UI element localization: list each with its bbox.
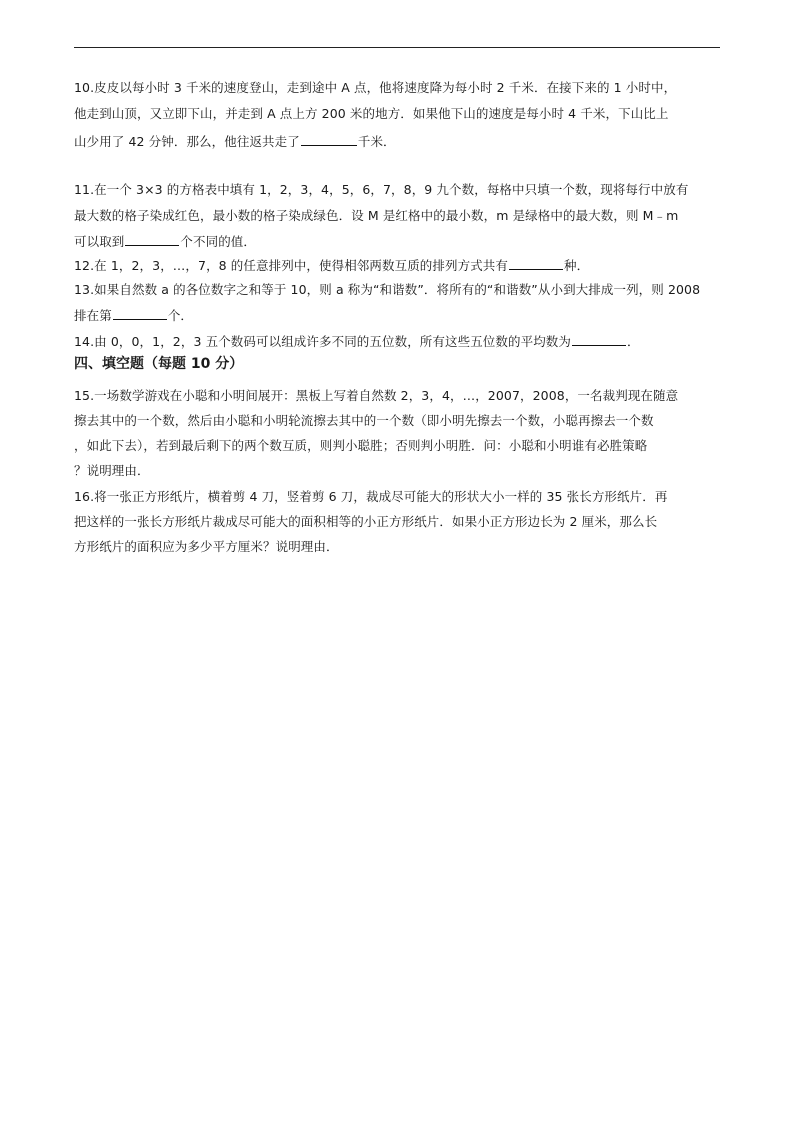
question-14-line [74,332,640,350]
question-13-text: 排在第 [74,308,112,323]
answer-blank-12[interactable] [509,256,563,270]
question-10-line-1: 10.皮皮以每小时 3 千米的速度登山，走到途中 A 点，他将速度降为每小时 2 千米．在接下来的 1 小时中， [74,80,677,95]
problem-16-line-2: 把这样的一张长方形纸片裁成尽可能大的面积相等的小正方形纸片．如果小正方形边长为 2 厘米，那么长 [74,514,658,529]
answer-blank-11[interactable] [125,232,179,246]
problem-16-line-1: 16.将一张正方形纸片，横着剪 4 刀，竖着剪 6 刀，裁成尽可能大的形状大小一样的 35 张长方形纸片．再 [74,489,668,504]
problem-15-line-2: 擦去其中的一个数，然后由小聪和小明轮流擦去其中的一个数（即小明先擦去一个数，小聪再擦去一个数 [74,413,654,428]
question-13-tail: 个． [167,308,194,323]
question-10-line-3 [74,132,396,150]
question-11-tail: 个不同的值． [180,234,257,249]
answer-blank-10[interactable] [301,132,357,146]
question-13-line-1: 13.如果自然数 a 的各位数字之和等于 10，则 a 称为“和谐数”．将所有的“和谐数”从小到大排成一列，则 2008 [74,282,701,297]
answer-blank-14[interactable] [572,332,626,346]
question-12-text: 12.在 1，2，3，…，7，8 的任意排列中，使得相邻两数互质的排列方式共有 [74,258,508,273]
question-12-line [74,256,589,274]
problem-16-line-3: 方形纸片的面积应为多少平方厘米？说明理由． [74,539,339,554]
question-12-tail: 种． [564,258,590,273]
question-10-text: 山少用了 42 分钟．那么，他往返共走了 [74,134,300,149]
problem-15-line-3: ，如此下去），若到最后剩下的两个数互质，则判小聪胜；否则判小明胜．问：小聪和小明谁有必胜策略 [74,438,648,453]
question-11-text: 可以取到 [74,234,125,249]
answer-blank-13[interactable] [113,306,167,320]
section-heading: 四、填空题（每题 10 分） [74,356,244,372]
question-11-line-3 [74,232,256,250]
question-14-text: 14.由 0，0，1，2，3 五个数码可以组成许多不同的五位数，所有这些五位数的平均数为 [74,334,571,349]
question-13-line-2 [74,306,193,324]
question-10-line-2: 他走到山顶，又立即下山，并走到 A 点上方 200 米的地方．如果他下山的速度是每小时 4 千米，下山比上 [74,106,669,121]
question-14-tail: ． [627,334,640,349]
problem-15-line-1: 15.一场数学游戏在小聪和小明间展开：黑板上写着自然数 2，3，4，…，2007，2008，一名裁判现在随意 [74,388,679,403]
question-11-line-1: 11.在一个 3×3 的方格表中填有 1，2，3，4，5，6，7，8，9 九个数，每格中只填一个数，现将每行中放有 [74,182,689,197]
header-rule [74,47,720,48]
problem-15-line-4: ？说明理由． [74,463,150,478]
question-11-line-2: 最大数的格子染成红色，最小数的格子染成绿色．设 M 是红格中的最小数，m 是绿格中的最大数，则 M﹣m [74,208,679,223]
question-10-unit: 千米． [357,134,396,149]
